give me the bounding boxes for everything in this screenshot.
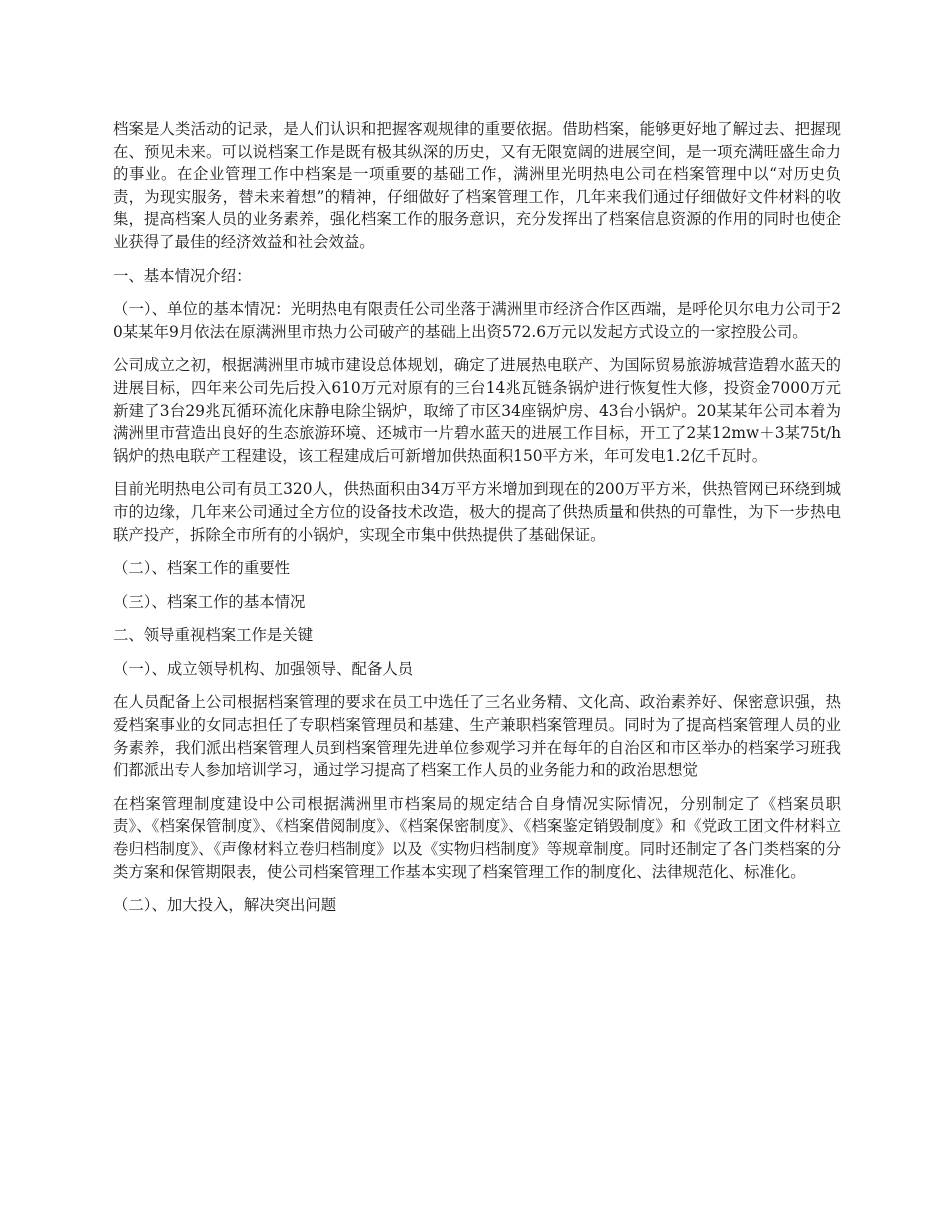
paragraph-staffing: 在人员配备上公司根据档案管理的要求在员工中选任了三名业务精、文化高、政治素养好、保密意识强，热爱档案事业的女同志担任了专职档案管理员和基建、生产兼职档案管理员。同时为了提高档案管理人员的业务素养，我们派出档案管理人员到档案管理先进单位参观学习并在每年的自治区和市区举办的档案学习班我们都派出专人参加培训学习，通过学习提高了档案工作人员的业务能力和的政治思想觉	[113, 693, 841, 780]
subheading-organization: （一）、成立领导机构、加强领导、配备人员	[113, 659, 414, 678]
subheading-importance: （二）、档案工作的重要性	[113, 559, 290, 578]
paragraph-company-founding: 公司成立之初，根据满洲里市城市建设总体规划，确定了进展热电联产、为国际贸易旅游城营造碧水蓝天的进展目标，四年来公司先后投入610万元对原有的三台14兆瓦链条锅炉进行恢复性大修，投资金7000万元新建了3台29兆瓦循环流化床静电除尘锅炉，取缔了市区34座锅炉房、43台小锅炉。20某某年公司本着为满洲里市营造出良好的生态旅游环境、还城市一片碧水蓝天的进展工作目标，开工了2某12mw＋3某75t/h锅炉的热电联产工程建设，该工程建成后可新增加供热面积150平方米，年可发电1.2亿千瓦时。	[113, 356, 841, 465]
subheading-archive-basics: （三）、档案工作的基本情况	[113, 592, 306, 611]
section-heading-leadership: 二、领导重视档案工作是关键	[113, 626, 314, 645]
document-body	[113, 118, 841, 928]
subheading-investment: （二）、加大投入，解决突出问题	[113, 896, 337, 915]
section-heading-basic-info: 一、基本情况介绍：	[113, 266, 252, 285]
paragraph-unit-basics: （一）、单位的基本情况：光明热电有限责任公司坐落于满洲里市经济合作区西端，是呼伦贝尔电力公司于20某某年9月依法在原满洲里市热力公司破产的基础上出资572.6万元以发起方式设立的一家控股公司。	[113, 300, 841, 341]
intro-paragraph: 档案是人类活动的记录，是人们认识和把握客观规律的重要依据。借助档案，能够更好地了解过去、把握现在、预见未来。可以说档案工作是既有极其纵深的历史，又有无限宽阔的进展空间，是一项充满旺盛生命力的事业。在企业管理工作中档案是一项重要的基础工作，满洲里光明热电公司在档案管理中以“对历史负责，为现实服务，替未来着想”的精神，仔细做好了档案管理工作，几年来我们通过仔细做好文件材料的收集，提高档案人员的业务素养，强化档案工作的服务意识，充分发挥出了档案信息资源的作用的同时也使企业获得了最佳的经济效益和社会效益。	[113, 120, 841, 251]
paragraph-current-status: 目前光明热电公司有员工320人，供热面积由34万平方米增加到现在的200万平方米，供热管网已环绕到城市的边缘，几年来公司通过全方位的设备技术改造，极大的提高了供热质量和供热的可靠性，为下一步热电联产投产，拆除全市所有的小锅炉，实现全市集中供热提供了基础保证。	[113, 480, 841, 544]
paragraph-regulations: 在档案管理制度建设中公司根据满洲里市档案局的规定结合自身情况实际情况，分别制定了《档案员职责》、《档案保管制度》、《档案借阅制度》、《档案保密制度》、《档案鉴定销毁制度》和《党政工团文件材料立卷归档制度》、《声像材料立卷归档制度》以及《实物归档制度》等规章制度。同时还制定了各门类档案的分类方案和保管期限表，使公司档案管理工作基本实现了档案管理工作的制度化、法律规范化、标准化。	[113, 794, 841, 881]
